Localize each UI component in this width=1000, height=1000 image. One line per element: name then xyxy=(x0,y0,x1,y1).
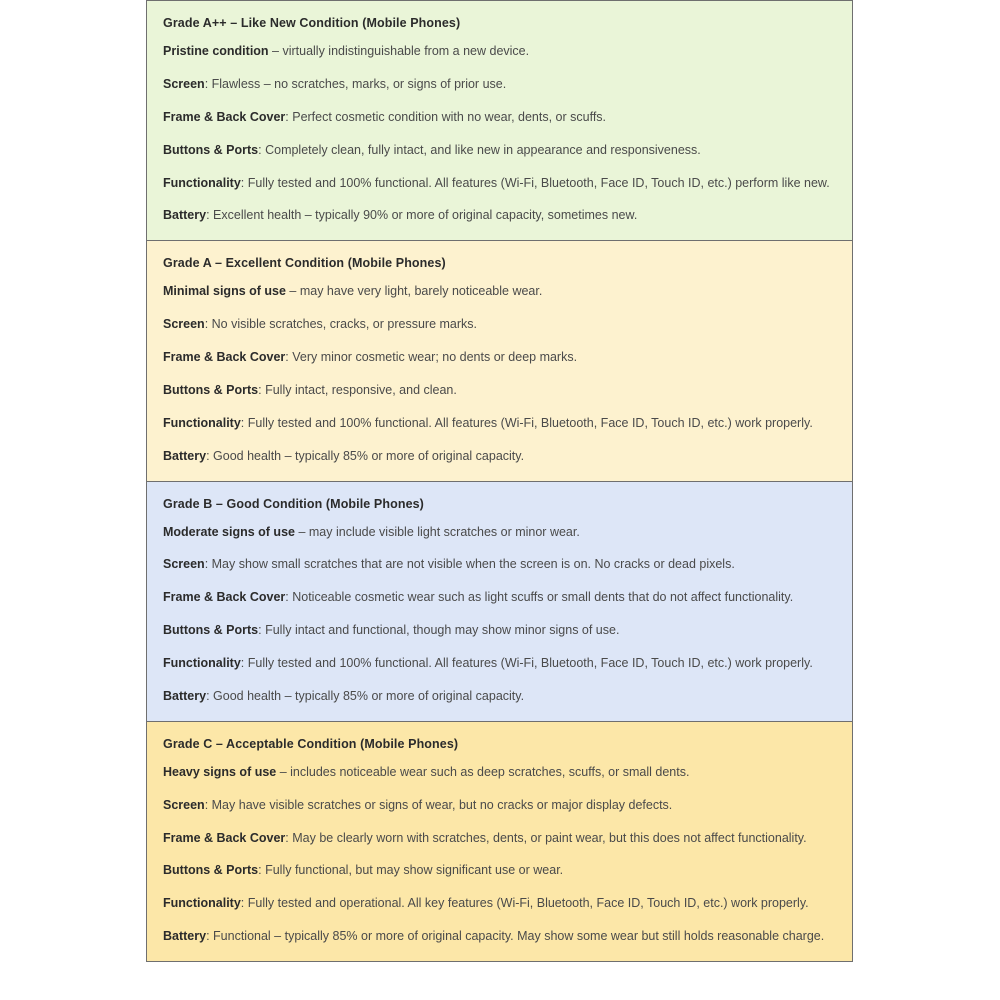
grade-detail-label: Battery xyxy=(163,448,207,463)
grade-detail-line xyxy=(163,862,836,879)
grade-detail-text: : Fully functional, but may show significant use or wear. xyxy=(258,863,564,878)
grade-detail-label: Functionality xyxy=(163,896,241,911)
grade-detail-text: : Good health – typically 85% or more of original capacity. xyxy=(206,448,525,463)
grade-detail-label: Functionality xyxy=(163,656,241,670)
grade-title: Grade A++ – Like New Condition (Mobile Phones) xyxy=(163,16,461,30)
grade-detail-text: : Flawless – no scratches, marks, or signs of prior use. xyxy=(204,76,507,91)
grade-title: Grade C – Acceptable Condition (Mobile Phones) xyxy=(163,736,459,751)
grade-detail-label: Pristine condition xyxy=(163,44,269,58)
grade-detail-text: : Good health – typically 85% or more of original capacity. xyxy=(206,688,525,703)
grade-detail-label: Buttons & Ports xyxy=(163,623,259,638)
grade-detail-line xyxy=(163,175,836,192)
grade-detail-label: Battery xyxy=(163,929,207,944)
grade-detail-line xyxy=(163,283,836,300)
grade-detail-label: Screen xyxy=(163,557,205,572)
grade-detail-text: : Completely clean, fully intact, and like new in appearance and responsiveness. xyxy=(258,142,701,157)
grade-detail-line xyxy=(163,142,836,159)
grade-detail-label: Screen xyxy=(163,76,205,91)
grade-detail-label: Buttons & Ports xyxy=(163,142,259,157)
grade-detail-text: : Fully intact and functional, though may show minor signs of use. xyxy=(258,623,620,638)
grade-detail-line xyxy=(163,382,836,399)
grade-detail-label: Screen xyxy=(163,797,205,812)
grade-detail-label: Buttons & Ports xyxy=(163,863,259,878)
grade-detail-line xyxy=(163,589,836,606)
grade-detail-text: – virtually indistinguishable from a new device. xyxy=(268,44,530,58)
grade-detail-line xyxy=(163,764,836,781)
grade-detail-text: – may have very light, barely noticeable wear. xyxy=(285,284,543,299)
grade-detail-label: Buttons & Ports xyxy=(163,382,259,397)
grade-detail-label: Frame & Back Cover xyxy=(163,590,286,605)
grade-detail-line xyxy=(163,109,836,126)
grade-detail-text: – may include visible light scratches or minor wear. xyxy=(294,524,580,539)
grade-detail-label: Functionality xyxy=(163,175,241,190)
grade-detail-label: Moderate signs of use xyxy=(163,524,295,539)
grade-detail-line xyxy=(163,688,836,705)
grade-detail-line xyxy=(163,349,836,366)
grade-card-grade-a xyxy=(146,241,853,481)
grade-detail-label: Minimal signs of use xyxy=(163,284,286,299)
grade-detail-label: Heavy signs of use xyxy=(163,764,277,779)
grade-detail-text: : Functional – typically 85% or more of original capacity. May show some wear but still holds reasonable charge. xyxy=(206,929,825,944)
grade-detail-line xyxy=(163,895,836,912)
grade-detail-line xyxy=(163,415,836,432)
grade-detail-label: Frame & Back Cover xyxy=(163,109,286,124)
grade-detail-text: – includes noticeable wear such as deep scratches, scuffs, or small dents. xyxy=(276,764,690,779)
grade-detail-line xyxy=(163,797,836,814)
grade-detail-label: Battery xyxy=(163,208,207,223)
grade-detail-text: : May show small scratches that are not visible when the screen is on. No cracks or dead pixels. xyxy=(204,557,735,572)
grade-detail-text: : Fully tested and operational. All key features (Wi-Fi, Bluetooth, Face ID, Touch ID, etc.) work properly. xyxy=(240,896,809,911)
grade-detail-text: : Perfect cosmetic condition with no wear, dents, or scuffs. xyxy=(285,109,607,124)
grade-detail-line xyxy=(163,207,836,224)
grade-detail-line xyxy=(163,928,836,945)
grade-detail-line xyxy=(163,622,836,639)
grade-list xyxy=(146,0,853,962)
grade-detail-line xyxy=(163,43,836,60)
grade-detail-line xyxy=(163,76,836,93)
grade-detail-label: Functionality xyxy=(163,415,241,430)
grade-detail-text: : May have visible scratches or signs of wear, but no cracks or major display defects. xyxy=(204,797,673,812)
grade-detail-text: : May be clearly worn with scratches, dents, or paint wear, but this does not affect functionality. xyxy=(285,830,807,845)
grade-detail-text: : Very minor cosmetic wear; no dents or deep marks. xyxy=(285,350,578,364)
grade-detail-text: : Fully tested and 100% functional. All features (Wi-Fi, Bluetooth, Face ID, Touch ID, etc.) perform like new. xyxy=(240,175,830,190)
grade-detail-text: : Fully tested and 100% functional. All features (Wi-Fi, Bluetooth, Face ID, Touch ID, etc.) work properly. xyxy=(240,656,813,670)
grade-detail-line xyxy=(163,655,836,672)
grade-detail-label: Battery xyxy=(163,688,207,703)
grade-title: Grade B – Good Condition (Mobile Phones) xyxy=(163,496,424,511)
grade-detail-label: Screen xyxy=(163,317,205,332)
grade-detail-line xyxy=(163,556,836,573)
grade-detail-line xyxy=(163,316,836,333)
grade-detail-text: : Noticeable cosmetic wear such as light scuffs or small dents that do not affect functionality. xyxy=(285,590,794,605)
grade-card-grade-a-plus-plus xyxy=(146,0,853,241)
grade-card-grade-b xyxy=(146,482,853,722)
grade-detail-label: Frame & Back Cover xyxy=(163,830,286,845)
grade-title: Grade A – Excellent Condition (Mobile Phones) xyxy=(163,256,446,271)
grade-detail-line xyxy=(163,830,836,847)
grade-detail-line xyxy=(163,524,836,541)
grade-detail-text: : Fully tested and 100% functional. All features (Wi-Fi, Bluetooth, Face ID, Touch ID, etc.) work properly. xyxy=(240,415,813,430)
grade-detail-text: : Fully intact, responsive, and clean. xyxy=(258,382,457,397)
grade-detail-label: Frame & Back Cover xyxy=(163,350,286,364)
grade-detail-line xyxy=(163,448,836,465)
grade-detail-text: : Excellent health – typically 90% or more of original capacity, sometimes new. xyxy=(206,208,638,223)
grade-detail-text: : No visible scratches, cracks, or pressure marks. xyxy=(204,317,477,332)
grade-card-grade-c xyxy=(146,722,853,962)
